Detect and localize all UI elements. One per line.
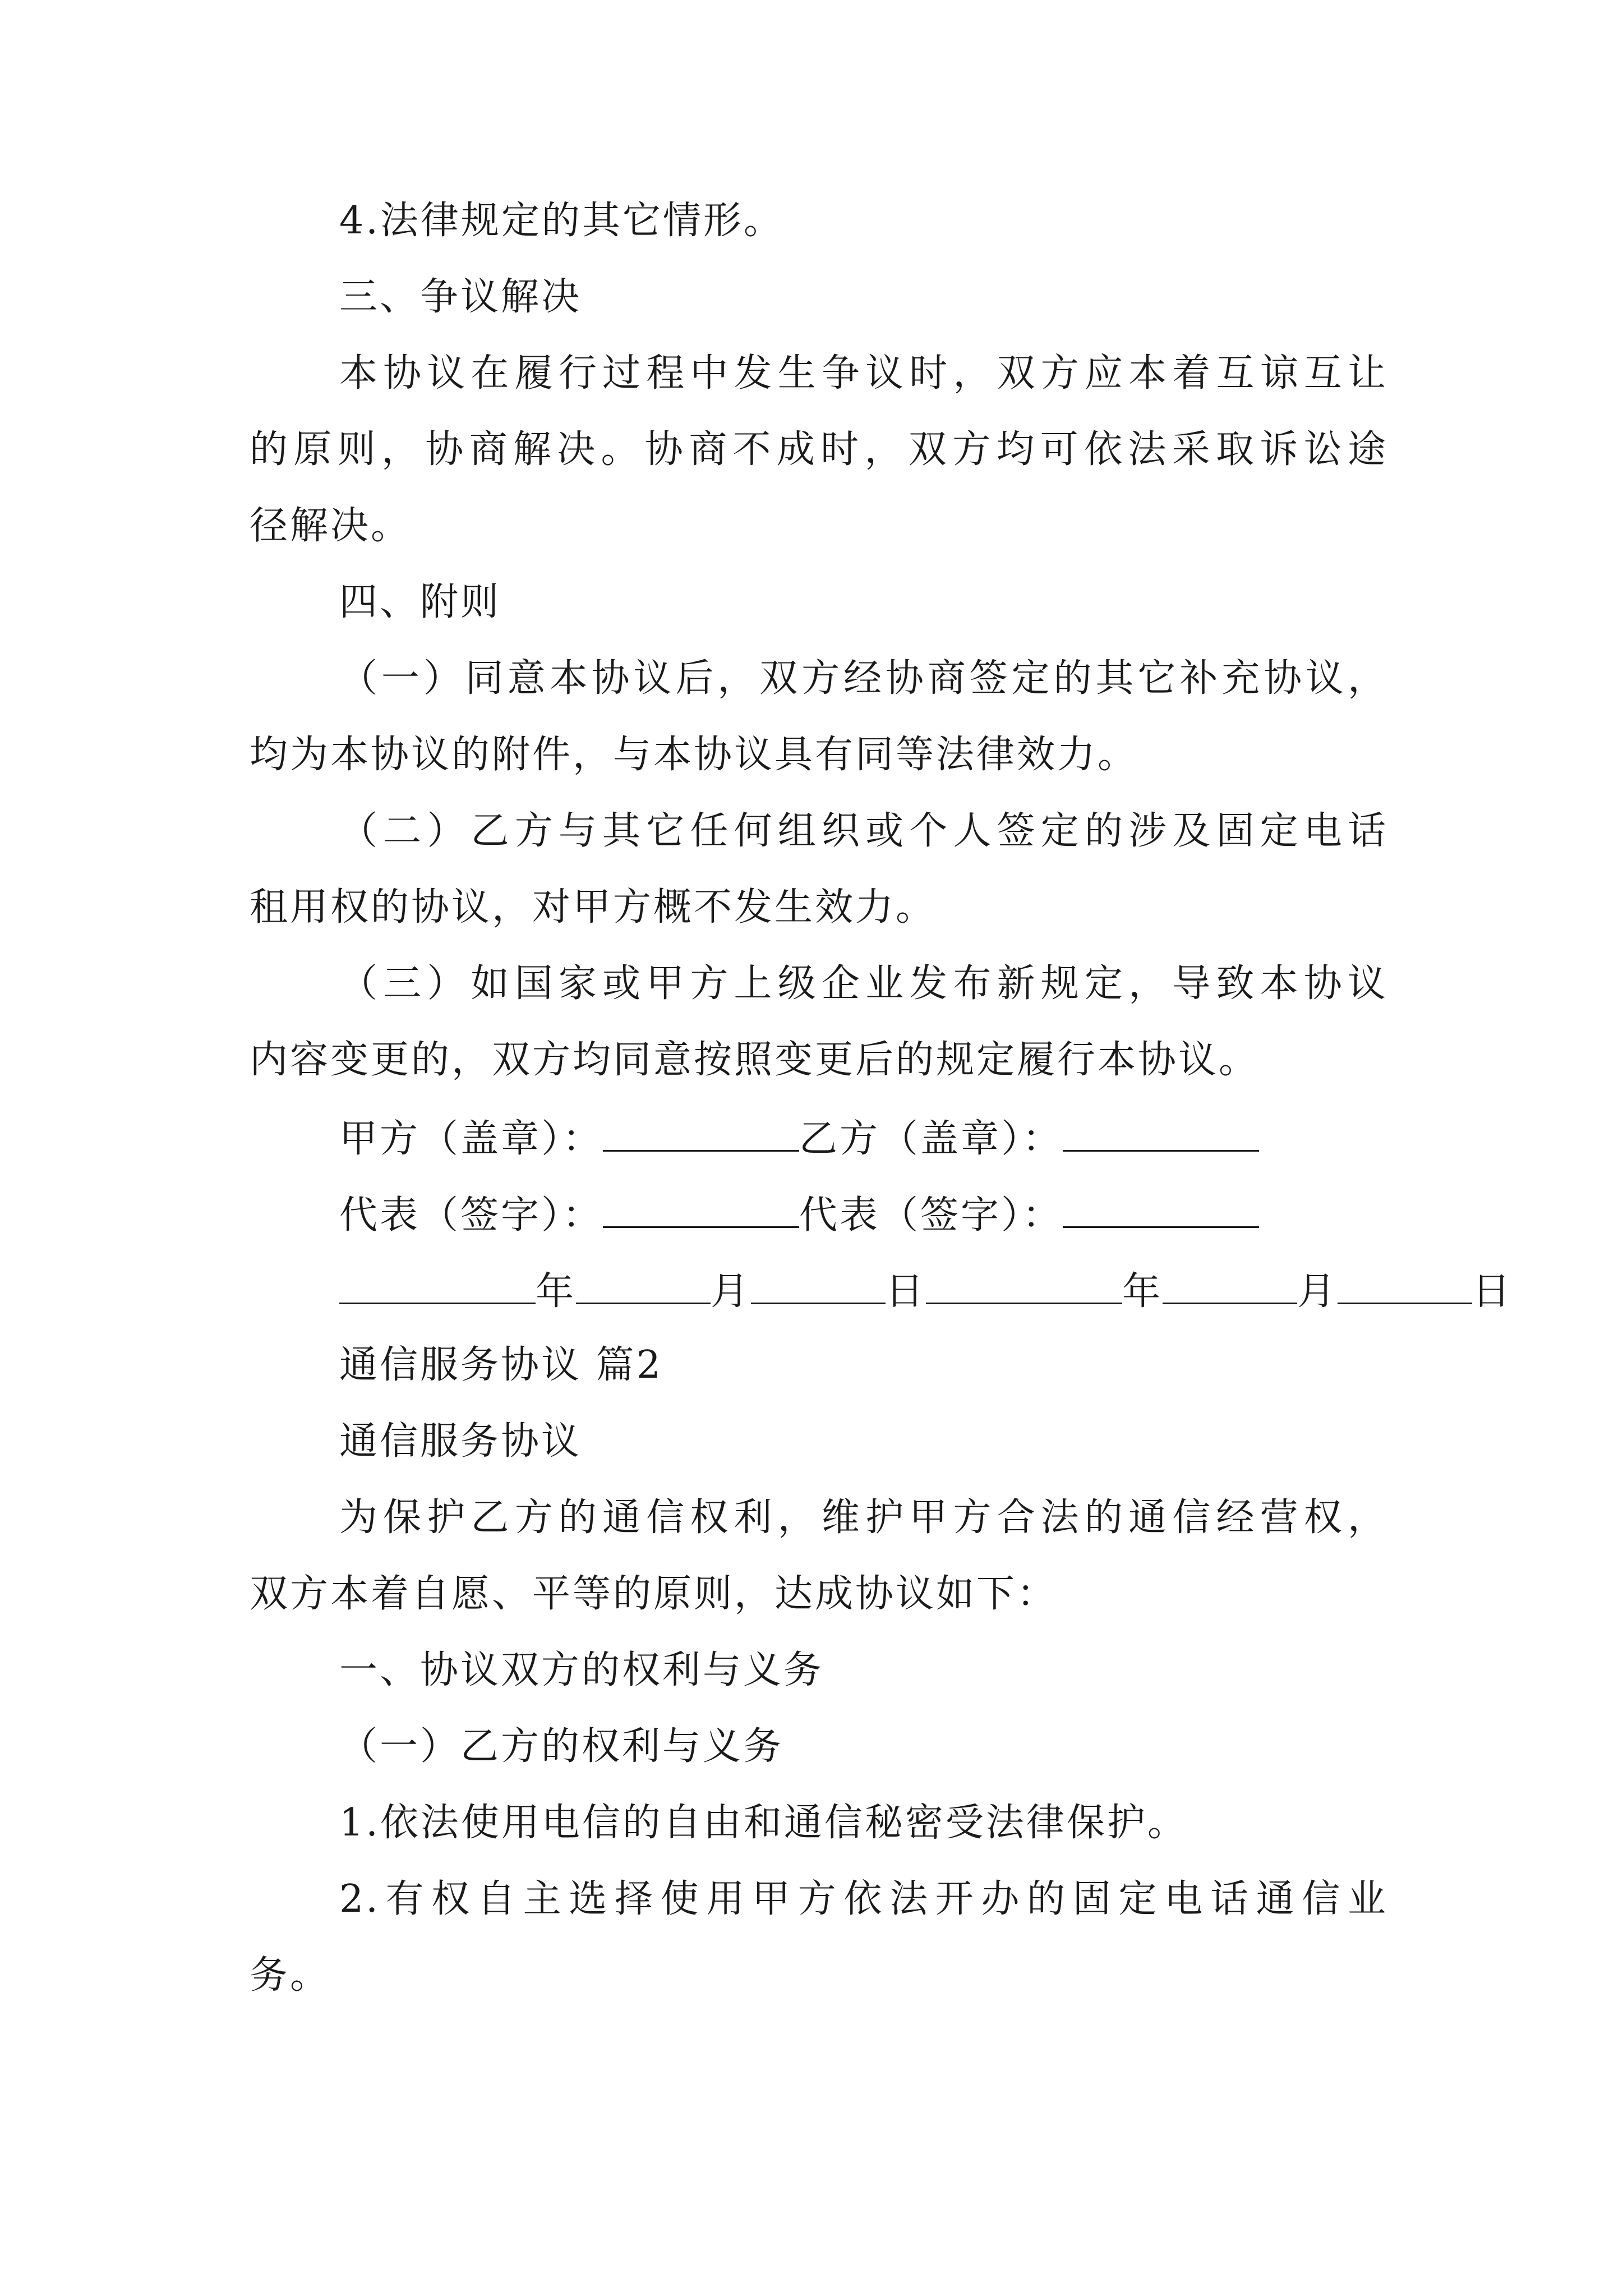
signature-rep-row: [250, 1193, 1388, 1237]
clause-line: 均为本协议的附件，与本协议具有同等法律效力。: [250, 733, 1138, 777]
section-heading: 四、附则: [339, 580, 501, 624]
date-row: [250, 1269, 1513, 1314]
clause-line: 租用权的协议，对甲方概不发生效力。: [250, 885, 937, 930]
signature-seal-row: [250, 1117, 1388, 1161]
clause-line: （三）如国家或甲方上级企业发布新规定，导致本协议: [339, 961, 1388, 1006]
clause-line: 内容变更的，双方均同意按照变更后的规定履行本协议。: [250, 1038, 1260, 1082]
clause-line: （一）同意本协议后，双方经协商签定的其它补充协议，: [339, 656, 1388, 701]
list-item: 1.依法使用电信的自由和通信秘密受法律保护。: [339, 1801, 1188, 1845]
rep-a-label: 代表（签字）：: [339, 1193, 603, 1237]
clause-line: （二）乙方与其它任何组织或个人签定的涉及固定电话: [339, 809, 1388, 853]
list-item: 2.有权自主选择使用甲方依法开办的固定电话通信业: [339, 1877, 1388, 1921]
paragraph-line: 本协议在履行过程中发生争议时，双方应本着互谅互让: [339, 351, 1388, 395]
rep-b-label: 代表（签字）：: [799, 1193, 1063, 1237]
subsection-heading: （一）乙方的权利与义务: [339, 1724, 784, 1769]
day-blank: [751, 1270, 886, 1304]
day-label: 日: [886, 1269, 926, 1314]
day-blank: [1338, 1270, 1472, 1304]
month-blank: [1163, 1270, 1297, 1304]
paragraph-line: 双方本着自愿、平等的原则，达成协议如下：: [250, 1572, 1058, 1616]
paragraph-line: 的原则，协商解决。协商不成时，双方均可依法采取诉讼途: [250, 427, 1388, 472]
list-item: 务。: [250, 1953, 331, 1998]
document-title: 通信服务协议 篇2: [339, 1343, 663, 1387]
party-b-seal-blank: [1063, 1117, 1259, 1152]
section-heading: 一、协议双方的权利与义务: [339, 1648, 824, 1692]
paragraph-line: 为保护乙方的通信权利，维护甲方合法的通信经营权，: [339, 1496, 1388, 1540]
month-label: 月: [1297, 1269, 1338, 1314]
year-blank: [339, 1270, 536, 1304]
month-blank: [576, 1270, 711, 1304]
rep-b-blank: [1063, 1194, 1259, 1228]
rep-a-blank: [603, 1194, 799, 1228]
party-b-seal-label: 乙方（盖章）：: [799, 1117, 1063, 1161]
month-label: 月: [711, 1269, 751, 1314]
document-subtitle: 通信服务协议: [339, 1419, 582, 1464]
year-label: 年: [536, 1269, 577, 1314]
list-item: 4.法律规定的其它情形。: [339, 199, 784, 243]
year-blank: [926, 1270, 1122, 1304]
section-heading: 三、争议解决: [339, 275, 582, 319]
party-a-seal-blank: [603, 1117, 799, 1152]
paragraph-line: 径解决。: [250, 504, 412, 548]
party-a-seal-label: 甲方（盖章）：: [339, 1117, 603, 1161]
day-label: 日: [1472, 1269, 1513, 1314]
document-page: [250, 199, 1513, 2033]
year-label: 年: [1122, 1269, 1163, 1314]
